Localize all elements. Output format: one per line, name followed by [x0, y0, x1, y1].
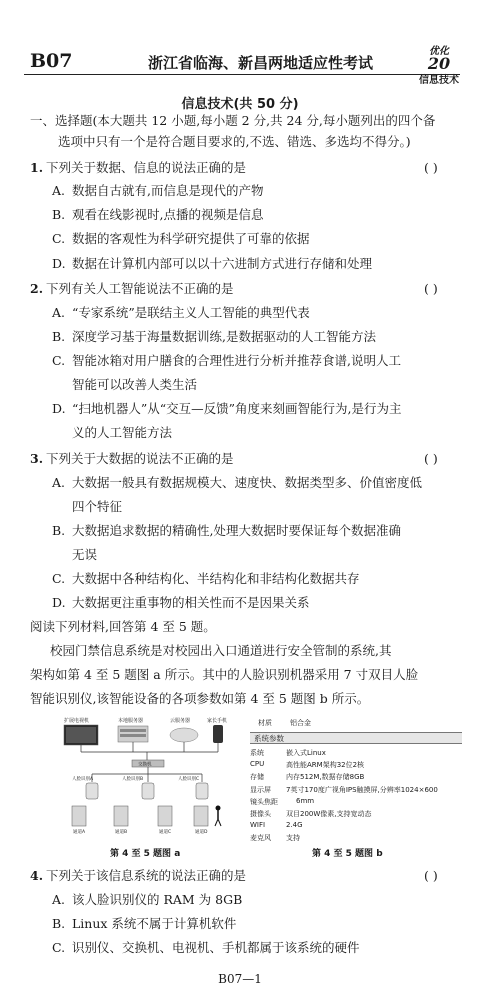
- spec-value: 支持: [286, 834, 300, 843]
- q3-option-d-letter: D.: [52, 595, 66, 610]
- spec-key: 存储: [250, 773, 264, 782]
- q3-option-c-letter: C.: [52, 571, 66, 586]
- q1-option-c-letter: C.: [52, 231, 66, 246]
- spec-key: 摄像头: [250, 809, 271, 818]
- paper-code: B07: [30, 50, 73, 72]
- q4-option-b-letter: B.: [52, 916, 66, 931]
- spec-row: [250, 833, 462, 845]
- spec-row: [250, 809, 462, 821]
- question-2-answer-bracket: ( ): [424, 281, 438, 296]
- section-instruction-line1: 一、选择题(本大题共 12 小题,每小题 2 分,共 24 分,每小题列出的四个备: [30, 113, 436, 128]
- label-local-server: 本地服务器: [118, 718, 144, 724]
- q3-option-d-text: 大数据更注重事物的相关性而不是因果关系: [72, 595, 310, 610]
- q2-option-c-text-line1: 智能冰箱对用户膳食的合理性进行分析并推荐食谱,说明人工: [72, 353, 401, 368]
- label-recognizer-c: 人脸识别C: [178, 777, 200, 782]
- brand-logo: [410, 42, 468, 86]
- spec-row: [250, 785, 462, 797]
- page-number: B07—1: [218, 972, 262, 986]
- spec-key: 麦克风: [250, 834, 271, 843]
- question-1-answer-bracket: ( ): [424, 160, 438, 175]
- spec-material-value: 铝合金: [290, 719, 311, 727]
- spec-key: WIFI: [250, 821, 266, 830]
- phone-icon: [213, 725, 223, 743]
- question-3-answer-bracket: ( ): [424, 451, 438, 466]
- q3-option-b-letter: B.: [52, 523, 66, 538]
- label-recognizer-b: 人脸识别B: [122, 777, 144, 782]
- q4-option-a-text: 该人脸识别仪的 RAM 为 8GB: [72, 892, 243, 907]
- q2-option-d-text-line2: 义的人工智能方法: [72, 425, 173, 440]
- spec-key: CPU: [250, 760, 265, 769]
- spec-value: 内存512M,数据存储8GB: [286, 773, 365, 782]
- recognizer-c-icon: [196, 783, 208, 799]
- spec-header: 系统参数: [250, 732, 462, 744]
- label-gate-c: 通道C: [159, 830, 172, 835]
- q2-option-a-text: “专家系统”是联结主义人工智能的典型代表: [72, 305, 310, 320]
- gate-a-icon: [72, 806, 86, 826]
- spec-key: 显示屏: [250, 785, 271, 794]
- question-2-number: 2.: [30, 281, 44, 296]
- q1-option-a-text: 数据自古就有,而信息是现代的产物: [72, 183, 264, 198]
- question-4-answer-bracket: ( ): [424, 868, 438, 883]
- question-1-stem: 下列关于数据、信息的说法正确的是: [46, 160, 247, 175]
- question-4-stem: 下列关于该信息系统的说法正确的是: [46, 868, 247, 883]
- spec-value: 双目200W像素,支持宽动态: [286, 809, 372, 818]
- spec-value: 6mm: [296, 796, 315, 805]
- label-gate-d: 通道D: [195, 830, 208, 835]
- q1-option-d-letter: D.: [52, 256, 66, 271]
- exam-title: 浙江省临海、新昌两地适应性考试: [148, 54, 374, 72]
- q1-option-b-letter: B.: [52, 207, 66, 222]
- system-architecture-diagram: [62, 716, 232, 838]
- q4-option-c-letter: C.: [52, 940, 66, 955]
- label-recognizer-a: 人脸识别A: [72, 777, 94, 782]
- label-gate-a: 通道A: [73, 830, 86, 835]
- spec-row: [250, 821, 462, 833]
- reading-paragraph-line2: 架构如第 4 至 5 题图 a 所示。其中的人脸识别机器采用 7 寸双目人脸: [30, 667, 419, 682]
- question-3-number: 3.: [30, 451, 44, 466]
- brand-logo-number: 20: [427, 54, 451, 73]
- q2-option-b-text: 深度学习基于海量数据训练,是数据驱动的人工智能方法: [72, 329, 376, 344]
- q4-option-b-text: Linux 系统不属于计算机软件: [72, 916, 237, 931]
- cloud-icon: [170, 728, 198, 742]
- q3-option-a-text-line2: 四个特征: [72, 499, 123, 514]
- section-instruction-line2: 选项中只有一个是符合题目要求的,不选、错选、多选均不得分。): [58, 134, 411, 149]
- label-gate-b: 通道B: [115, 830, 128, 835]
- question-3-stem: 下列关于大数据的说法不正确的是: [46, 451, 234, 466]
- question-1-number: 1.: [30, 160, 44, 175]
- spec-row: [250, 748, 462, 760]
- label-tv: 扩展电视机: [64, 718, 90, 724]
- person-icon: [216, 806, 221, 811]
- spec-value: 2.4G: [286, 821, 303, 830]
- spec-value: 7英寸170度广视角IPS触摸屏,分辨率1024×600: [286, 785, 438, 794]
- q2-option-d-text-line1: “扫地机器人”从“交互—反馈”角度来刻画智能行为,是行为主: [72, 401, 402, 416]
- label-cloud-server: 云服务器: [170, 718, 191, 724]
- q4-option-a-letter: A.: [52, 892, 66, 907]
- reading-intro: 阅读下列材料,回答第 4 至 5 题。: [30, 619, 216, 634]
- recognizer-a-icon: [86, 783, 98, 799]
- label-switch: 交换机: [138, 762, 152, 768]
- figure-a-caption: 第 4 至 5 题图 a: [110, 849, 181, 859]
- q1-option-a-letter: A.: [52, 183, 66, 198]
- q2-option-b-letter: B.: [52, 329, 66, 344]
- q3-option-a-letter: A.: [52, 475, 66, 490]
- brand-logo-subject: 信息技术: [419, 75, 459, 86]
- header-divider: [24, 74, 460, 75]
- label-parent-phone: 家长手机: [207, 718, 228, 724]
- spec-key: 镜头焦距: [250, 797, 278, 806]
- spec-material-key: 材质: [258, 719, 272, 727]
- reading-paragraph-line1: 校园门禁信息系统是对校园出入口通道进行安全管制的系统,其: [50, 643, 392, 658]
- device-spec-table: [250, 718, 462, 846]
- question-4-number: 4.: [30, 868, 44, 883]
- q2-option-d-letter: D.: [52, 401, 66, 416]
- spec-row: [250, 797, 462, 809]
- q1-option-b-text: 观看在线影视时,点播的视频是信息: [72, 207, 264, 222]
- spec-value: 嵌入式Linux: [286, 749, 326, 757]
- q2-option-a-letter: A.: [52, 305, 66, 320]
- gate-d-icon: [194, 806, 208, 826]
- question-2-stem: 下列有关人工智能说法不正确的是: [46, 281, 234, 296]
- spec-row: [250, 772, 462, 784]
- spec-row: [250, 760, 462, 772]
- spec-key: 系统: [250, 749, 264, 757]
- brand-logo-top: 优化: [429, 46, 449, 57]
- q3-option-c-text: 大数据中各种结构化、半结构化和非结构化数据共存: [72, 571, 360, 586]
- gate-b-icon: [114, 806, 128, 826]
- recognizer-b-icon: [142, 783, 154, 799]
- q3-option-a-text-line1: 大数据一般具有数据规模大、速度快、数据类型多、价值密度低: [72, 475, 423, 490]
- spec-material-row: [250, 718, 462, 732]
- gate-c-icon: [158, 806, 172, 826]
- q3-option-b-text-line2: 无误: [72, 547, 98, 562]
- q1-option-d-text: 数据在计算机内部可以以十六进制方式进行存储和处理: [72, 256, 373, 271]
- q1-option-c-text: 数据的客观性为科学研究提供了可靠的依据: [72, 231, 310, 246]
- q3-option-b-text-line1: 大数据追求数据的精确性,处理大数据时要保证每个数据准确: [72, 523, 401, 538]
- reading-paragraph-line3: 智能识别仪,该智能设备的各项参数如第 4 至 5 题图 b 所示。: [30, 691, 370, 706]
- figure-b-caption: 第 4 至 5 题图 b: [312, 849, 383, 859]
- q4-option-c-text: 识别仪、交换机、电视机、手机都属于该系统的硬件: [72, 940, 360, 955]
- q2-option-c-letter: C.: [52, 353, 66, 368]
- q2-option-c-text-line2: 智能可以改善人类生活: [72, 377, 198, 392]
- spec-value: 高性能ARM架构32位2核: [286, 761, 365, 770]
- subject-title: 信息技术(共 50 分): [181, 97, 299, 112]
